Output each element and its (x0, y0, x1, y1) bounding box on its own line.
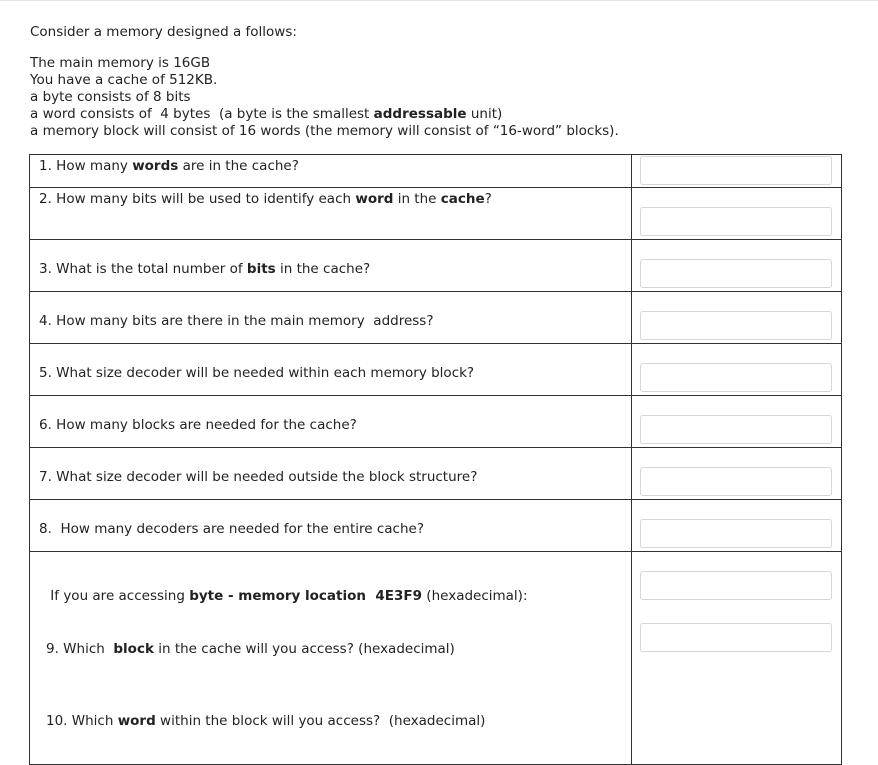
question-8-text: 8. How many decoders are needed for the entire cache? (39, 521, 425, 537)
intro-line-cache: You have a cache of 512KB. (30, 72, 218, 88)
question-row-4 (30, 292, 842, 344)
location-intro: If you are accessing byte - memory location 4E3F9 (hexadecimal): (46, 588, 528, 604)
answer-input-4[interactable] (640, 311, 832, 340)
intro-line-memory: The main memory is 16GB (30, 55, 211, 71)
question-row-2 (30, 188, 842, 240)
top-divider (0, 0, 878, 1)
question-row-9-10 (30, 552, 842, 765)
question-row-5 (30, 344, 842, 396)
question-7-text: 7. What size decoder will be needed outside the block structure? (39, 469, 478, 485)
question-row-1 (30, 155, 842, 188)
question-5-text: 5. What size decoder will be needed within each memory block? (39, 365, 475, 381)
question-6-text: 6. How many blocks are needed for the cache? (39, 417, 357, 433)
question-9-text: 9. Which block in the cache will you access? (hexadecimal) (46, 641, 455, 657)
answer-input-3[interactable] (640, 259, 832, 288)
question-table (29, 154, 842, 765)
answer-input-1[interactable] (640, 156, 832, 185)
question-10-text: 10. Which word within the block will you access? (hexadecimal) (46, 713, 486, 729)
problem-statement (30, 24, 619, 140)
question-9-10-text (30, 552, 631, 764)
answer-input-2[interactable] (640, 207, 832, 236)
question-row-3 (30, 240, 842, 292)
answer-input-10[interactable] (640, 623, 832, 652)
question-4-text: 4. How many bits are there in the main memory address? (39, 313, 434, 329)
intro-lines (30, 55, 619, 140)
answer-input-5[interactable] (640, 363, 832, 392)
intro-line-block: a memory block will consist of 16 words (the memory will consist of “16-word” blocks). (30, 123, 619, 139)
intro-lead: Consider a memory designed a follows: (30, 24, 297, 40)
question-row-8 (30, 500, 842, 552)
answer-input-9[interactable] (640, 571, 832, 600)
question-row-7 (30, 448, 842, 500)
question-3-text: 3. What is the total number of bits in the cache? (39, 261, 371, 277)
question-row-6 (30, 396, 842, 448)
intro-line-byte: a byte consists of 8 bits (30, 89, 191, 105)
answer-input-6[interactable] (640, 415, 832, 444)
answer-input-7[interactable] (640, 467, 832, 496)
intro-line-word: a word consists of 4 bytes (a byte is the smallest addressable unit) (30, 106, 503, 122)
answer-input-8[interactable] (640, 519, 832, 548)
question-1-text: 1. How many words are in the cache? (39, 158, 299, 174)
question-2-text: 2. How many bits will be used to identify each word in the cache? (39, 191, 492, 207)
